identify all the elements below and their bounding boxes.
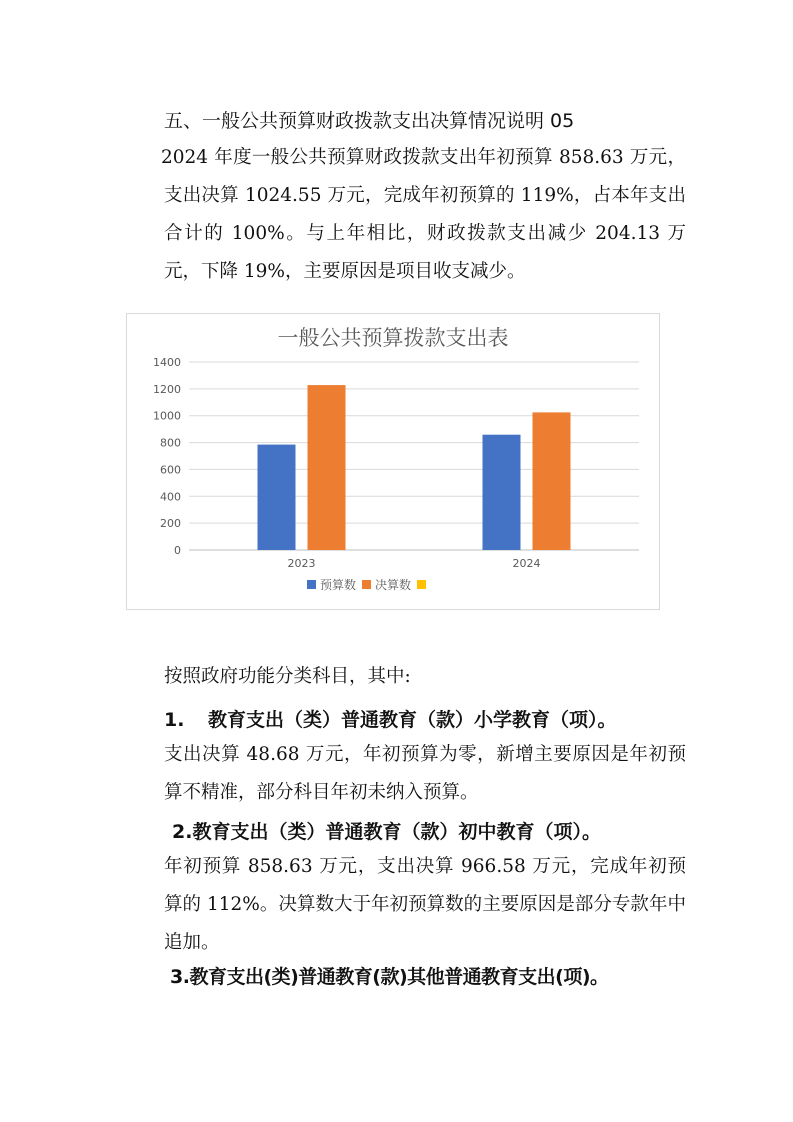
bar-2024-预算数 xyxy=(483,435,521,550)
summary-paragraph: 2024 年度一般公共预算财政拨款支出年初预算 858.63 万元，支出决算 1024.55 万元，完成年初预算的 119%，占本年支出合计的 100%。与上年相比，财政拨款支出减少 204.13 万元，下降 19%，主要原因是项目收支减少。 xyxy=(161,147,686,282)
bar-2023-决算数 xyxy=(308,385,346,550)
chart-svg xyxy=(127,314,659,609)
item-1-title-text: 教育支出（类）普通教育（款）小学教育（项）。 xyxy=(208,709,617,731)
y-tick-label: 1200 xyxy=(153,382,181,396)
y-tick-label: 200 xyxy=(160,517,181,531)
legend-label: 决算数 xyxy=(375,578,412,592)
y-tick-label: 400 xyxy=(160,490,181,504)
item-1-number: 1. xyxy=(164,709,185,731)
item-2-title: 2.教育支出（类）普通教育（款）初中教育（项）。 xyxy=(172,821,601,843)
y-tick-label: 1000 xyxy=(153,409,181,423)
legend-swatch-0 xyxy=(307,580,316,589)
budget-expenditure-chart xyxy=(126,313,660,610)
y-tick-label: 0 xyxy=(174,544,181,557)
x-tick-label: 2023 xyxy=(287,557,316,570)
item-1-description: 支出决算 48.68 万元，年初预算为零，新增主要原因是年初预算不精准，部分科目年初未纳入预算。 xyxy=(164,744,686,803)
bar-2023-预算数 xyxy=(258,445,296,550)
section-heading: 五、一般公共预算财政拨款支出决算情况说明 05 xyxy=(164,110,575,132)
item-3-title: 3.教育支出(类)普通教育(款)其他普通教育支出(项)。 xyxy=(170,966,609,988)
legend-label: 预算数 xyxy=(320,578,357,592)
item-2-description: 年初预算 858.63 万元，支出决算 966.58 万元，完成年初预算的 112%。决算数大于年初预算数的主要原因是部分专款年中追加。 xyxy=(164,856,686,953)
y-tick-label: 1400 xyxy=(153,356,181,369)
legend-swatch-1 xyxy=(362,580,371,589)
classification-intro: 按照政府功能分类科目，其中: xyxy=(164,666,411,687)
y-tick-label: 600 xyxy=(160,463,181,477)
x-tick-label: 2024 xyxy=(512,557,541,570)
chart-title: 一般公共预算拨款支出表 xyxy=(277,326,509,350)
legend-swatch-2 xyxy=(417,580,426,589)
y-tick-label: 800 xyxy=(160,436,181,450)
bar-2024-决算数 xyxy=(533,412,571,550)
item-1-title xyxy=(164,705,617,732)
